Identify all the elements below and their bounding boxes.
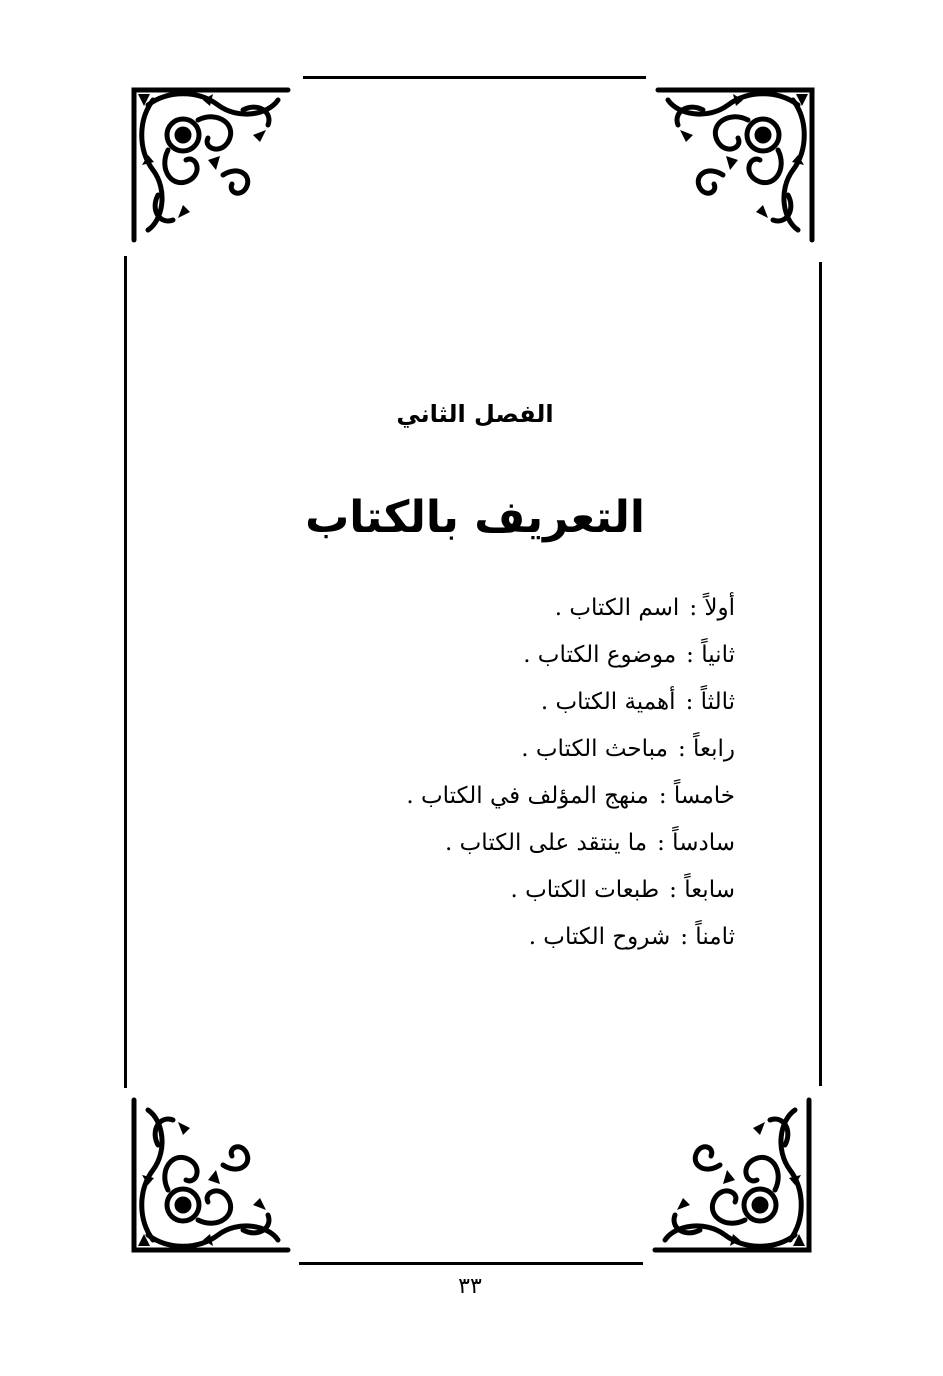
frame-line-top [303,76,646,79]
item-ordinal: ثانياً : [686,642,735,668]
frame-line-bottom [299,1262,643,1265]
item-text: ما ينتقد على الكتاب . [445,830,648,856]
item-text: أهمية الكتاب . [540,689,676,715]
item-ordinal: أولاً : [689,595,735,621]
item-text: منهج المؤلف في الكتاب . [406,783,649,809]
chapter-contents-list [315,588,735,964]
list-item [315,823,735,870]
item-text: شروح الكتاب . [528,924,671,950]
item-ordinal: ثامناً : [680,924,735,950]
list-item [315,729,735,776]
corner-ornament-bottom-left-icon [128,1090,298,1260]
frame-line-right [819,262,822,1086]
item-ordinal: سابعاً : [669,877,735,903]
item-ordinal: ثالثاً : [685,689,735,715]
list-item [315,917,735,964]
list-item [315,776,735,823]
frame-line-left [124,256,127,1088]
corner-ornament-top-left-icon [128,80,298,250]
page-number: ٣٣ [458,1274,482,1299]
chapter-title: التعريف بالكتاب [305,492,645,543]
item-text: طبعات الكتاب . [510,877,660,903]
item-text: اسم الكتاب . [554,595,680,621]
corner-ornament-top-right-icon [648,80,818,250]
item-ordinal: سادساً : [657,830,735,856]
item-ordinal: خامساً : [658,783,735,809]
list-item [315,588,735,635]
list-item [315,635,735,682]
item-ordinal: رابعاً : [677,736,735,762]
item-text: موضوع الكتاب . [523,642,677,668]
chapter-label: الفصل الثاني [396,400,554,428]
item-text: مباحث الكتاب . [521,736,668,762]
list-item [315,870,735,917]
list-item [315,682,735,729]
corner-ornament-bottom-right-icon [645,1090,815,1260]
